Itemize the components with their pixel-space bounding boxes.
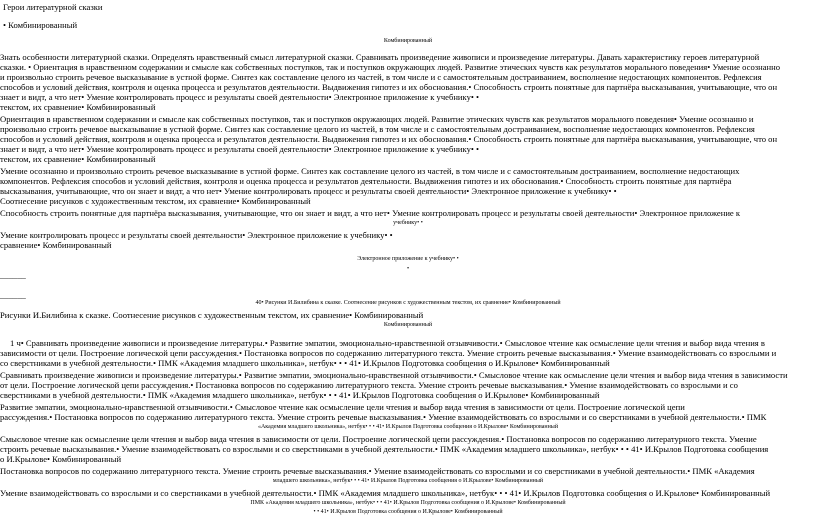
text-line: • • 41• И.Крылов Подготовка сообщения о И.Крылове• Комбинированный: [313, 509, 503, 515]
text-line: Ориентация в нравственном содержании и смысле как собственных поступков, так и поступков окружающих людей. Развитие этических чувств как результатов морального поведения• Умение осознанно и: [0, 114, 754, 124]
text-line: со сверстниками в учебной деятельности.• ПМК «Академия младшего школьника», нетбук• • • 41• И.Крылов Подготовка сообщения о И.Крылове• Комбинированный: [0, 358, 610, 368]
text-line: Развитие эмпатии, эмоционально-нравственной отзывчивости.• Смысловое чтение как осмысление цели чтения и выбор вида чтения в зависимости от цели. Построение логической цепи: [0, 402, 685, 412]
text-line: знает и видт, а что нет• Умение контролировать процесс и результаты своей деятельности• Электронное приложение к учебнику• •: [0, 144, 480, 154]
text-line: зависимости от цели. Построение логической цепи рассуждения.• Постановка вопросов по содержанию литературного текста. Умение строить речевые высказывания.• Умение взаимодействовать со взрослыми и: [0, 348, 777, 358]
text-line: Электронное приложение к учебнику• •: [357, 256, 459, 262]
document-title: Герои литературной сказки: [3, 2, 103, 12]
text-line: от цели. Построение логической цепи рассуждения.• Постановка вопросов по содержанию литературного текста. Умение строить речевые высказывания.• Умение взаимодействовать со взрослыми и со: [0, 380, 738, 390]
text-line: строить речевые высказывания.• Умение взаимодействовать со взрослыми и со сверстниками в учебной деятельности.• ПМК «Академия младшего школьника», нетбук• • • 41• И.Крылов Подготовка сообщения: [0, 444, 769, 454]
text-line: текстом, их сравнение• Комбинированный: [0, 154, 156, 164]
text-line: сверстниками в учебной деятельности.• ПМК «Академия младшего школьника», нетбук• • • 41• И.Крылов Подготовка сообщения о И.Крылове• Комбинированный: [0, 390, 600, 400]
text-line: 1 ч• Сравнивать произведение живописи и произведение литературы.• Развитие эмпатии, эмоционально-нравственной отзывчивости.• Смысловое чтение как осмысление цели чтения и выбор вида чтения в: [10, 338, 765, 348]
text-line: и произвольно строить речевое высказывание в устной форме. Синтез как составление целого из частей, в том числе и с самостоятельным достраиванием, восполнение недостающих компонентов. Рефлексия: [0, 72, 762, 82]
text-line: Соотнесение рисунков с художественным текстом, их сравнение• Комбинированный: [0, 196, 311, 206]
text-line: о И.Крылове• Комбинированный: [0, 454, 122, 464]
text-line: «Академия младшего школьника», нетбук• • • 41• И.Крылов Подготовка сообщения о И.Крылове• Комбинированный: [257, 424, 559, 430]
text-line: •: [406, 266, 410, 272]
text-line: учебнику• •: [393, 220, 423, 226]
text-line: Комбинированный: [383, 322, 433, 328]
text-line: способов и условий действия, контроля и оценка процесса и результатов деятельности. Выдвижения гипотез и их обоснования.• Способность строить понятные для партнёра высказывания, учитывающие, что он: [0, 82, 778, 92]
text-line: высказывания, учитывающие, что он знает и видт, а что нет• Умение контролировать процесс и результаты своей деятельности• Электронное приложение к учебнику• •: [0, 186, 617, 196]
text-line: Постановка вопросов по содержанию литературного текста. Умение строить речевые высказывания.• Умение взаимодействовать со взрослыми и со сверстниками в учебной деятельности.• ПМК «Академия: [0, 466, 755, 476]
text-line: Комбинированный: [383, 38, 433, 44]
text-line: сказки. • Ориентация в нравственном содержании и смысле как собственных поступков, так и поступков окружающих людей. Развитие этических чувств как результатов морального поведения• Умение осознанно: [0, 62, 781, 72]
text-line: компонентов. Рефлексия способов и условий действия, контроля и оценка процесса и результатов деятельности. Выдвижения гипотез и их обоснования.• Способность строить понятные для партнёра: [0, 176, 732, 186]
text-line: способов и условий действия, контроля и оценка процесса и результатов деятельности. Выдвижения гипотез и их обоснования.• Способность строить понятные для партнёра высказывания, учитывающие, что он: [0, 134, 778, 144]
text-line: Знать особенности литературной сказки. Определять нравственный смысл литературной сказки. Сравнивать произведение живописи и произведение литературы. Давать характеристику героев литературной: [0, 52, 760, 62]
separator-line: ______: [0, 270, 26, 280]
text-line: младшего школьника», нетбук• • • 41• И.Крылов Подготовка сообщения о И.Крылове• Комбинированный: [272, 478, 544, 484]
text-line: сравнение• Комбинированный: [0, 240, 112, 250]
text-line: текстом, их сравнение• Комбинированный: [0, 102, 156, 112]
text-line: Сравнивать произведение живописи и произведение литературы.• Развитие эмпатии, эмоционально-нравственной отзывчивости.• Смысловое чтение как осмысление цели чтения и выбор вида чтения в зависимости: [0, 370, 788, 380]
text-line: знает и видт, а что нет• Умение контролировать процесс и результаты своей деятельности• Электронное приложение к учебнику• •: [0, 92, 480, 102]
text-line: произвольно строить речевое высказывание в устной форме. Синтез как составление целого из частей, в том числе и с самостоятельным достраиванием, восполнение недостающих компонентов. Рефлексия: [0, 124, 755, 134]
text-line: Смысловое чтение как осмысление цели чтения и выбор вида чтения в зависимости от цели. Построение логической цепи рассуждения.• Постановка вопросов по содержанию литературного текста. Умение: [0, 434, 757, 444]
text-line: Умение контролировать процесс и результаты своей деятельности• Электронное приложение к учебнику• •: [0, 230, 393, 240]
text-line: Способность строить понятные для партнёра высказывания, учитывающие, что он знает и видт, а что нет• Умение контролировать процесс и результаты своей деятельности• Электронное приложение к: [0, 208, 741, 218]
text-line: Рисунки И.Билибина к сказке. Соотнесение рисунков с художественным текстом, их сравнение• Комбинированный: [0, 310, 424, 320]
text-line: • Комбинированный: [3, 20, 78, 30]
text-line: ПМК «Академия младшего школьника», нетбук• • • 41• И.Крылов Подготовка сообщения о И.Крылове• Комбинированный: [250, 500, 566, 506]
text-line: 40• Рисунки И.Билибина к сказке. Соотнесение рисунков с художественным текстом, их сравнение• Комбинированный: [255, 300, 561, 306]
separator-line: ______: [0, 290, 26, 300]
text-line: Умение взаимодействовать со взрослыми и со сверстниками в учебной деятельности.• ПМК «Академия младшего школьника», нетбук• • • 41• И.Крылов Подготовка сообщения о И.Крылове• Комбинированный: [0, 488, 771, 498]
text-line: Умение осознанно и произвольно строить речевое высказывание в устной форме. Синтез как составление целого из частей, в том числе и с самостоятельным достраиванием, восполнение недостающих: [0, 166, 740, 176]
text-line: рассуждения.• Постановка вопросов по содержанию литературного текста. Умение строить речевые высказывания.• Умение взаимодействовать со взрослыми и со сверстниками в учебной деятельности.• ПМК: [0, 412, 767, 422]
